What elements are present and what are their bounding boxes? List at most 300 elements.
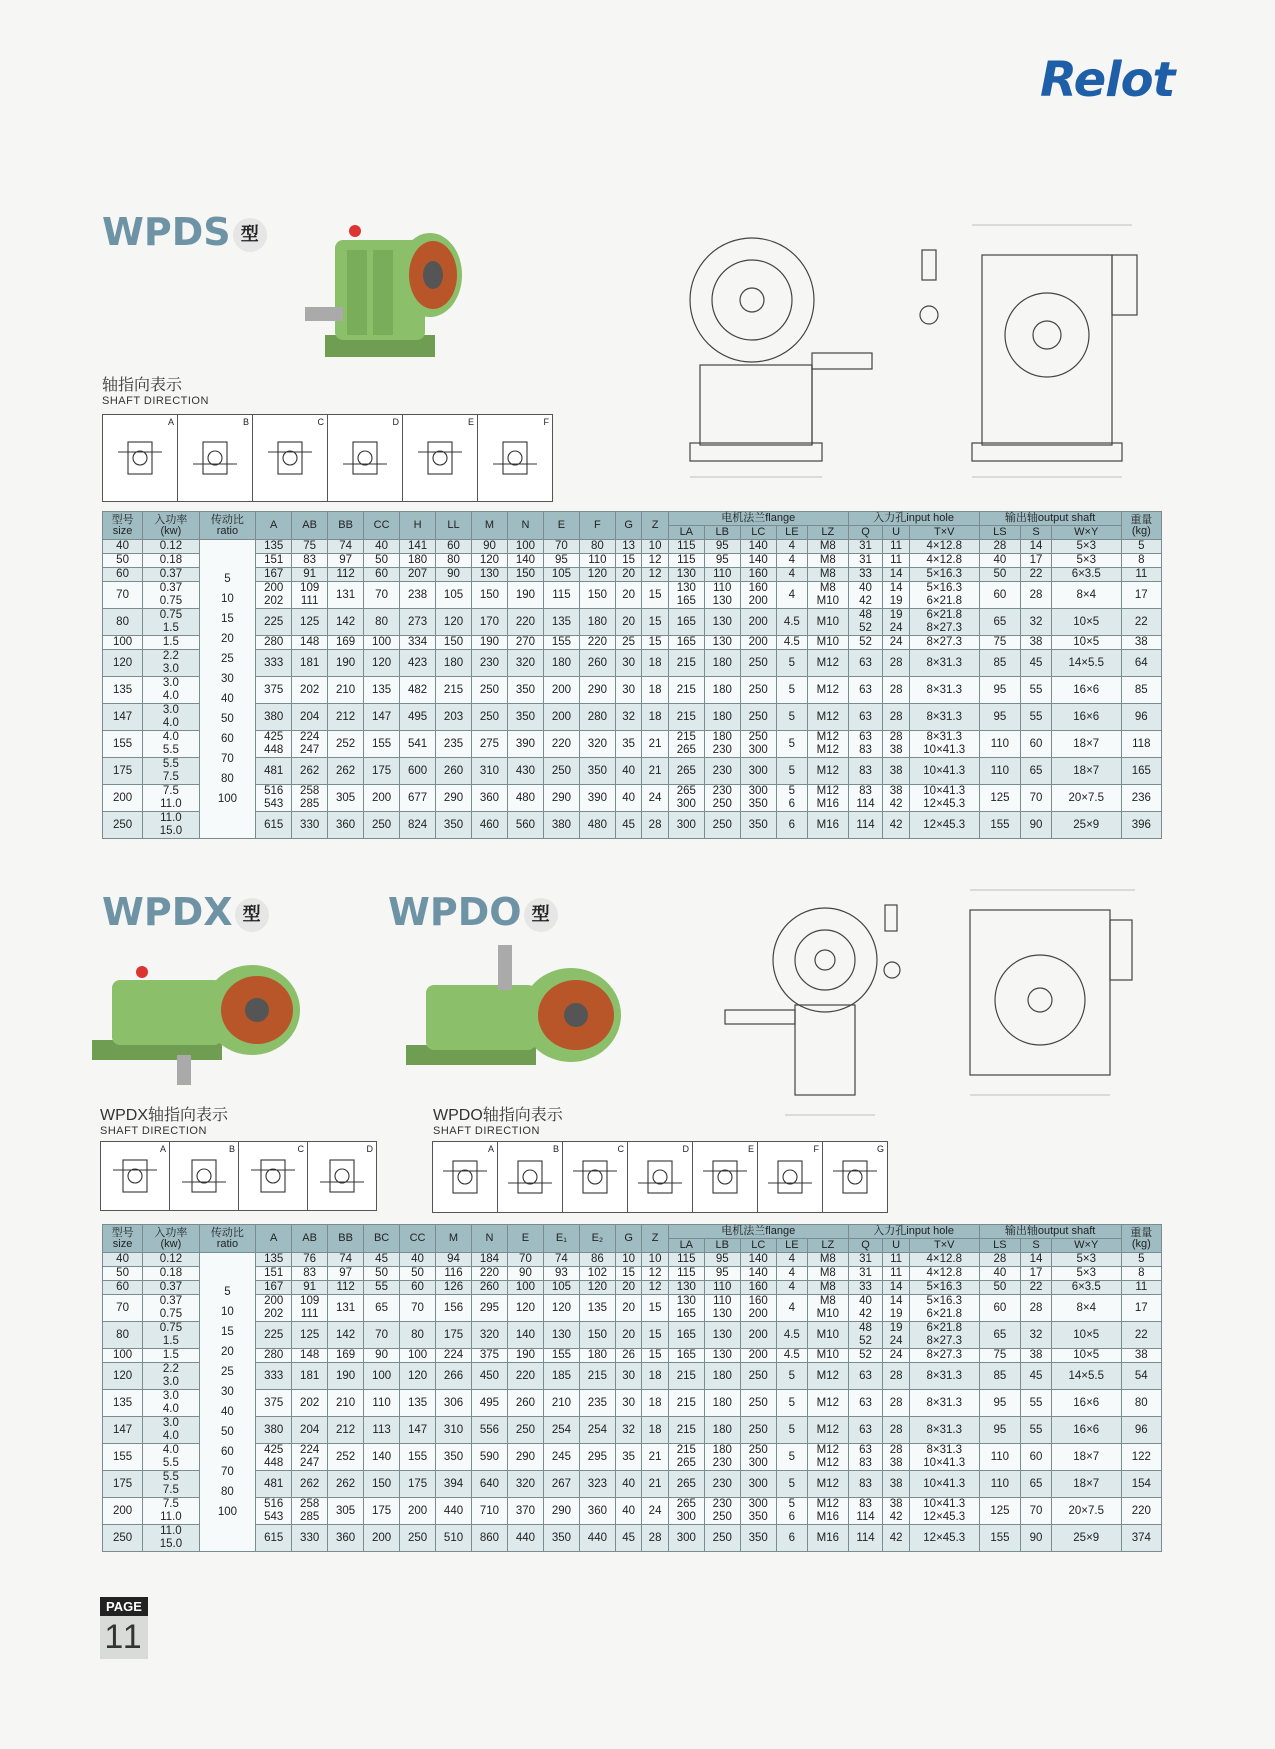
cell-s: 17	[1021, 1267, 1052, 1281]
header-subcol: S	[1021, 526, 1052, 540]
cell-u: 24	[883, 636, 909, 650]
cell-dim: 860	[472, 1525, 508, 1552]
cell-lz: M8	[807, 1267, 848, 1281]
cell-q: 114	[848, 1525, 883, 1552]
cell-dim: 40	[615, 1498, 641, 1525]
direction-letter: A	[167, 417, 174, 427]
header-input-hole: 入力孔input hole	[848, 1225, 979, 1239]
cell-size: 120	[103, 650, 143, 677]
cell-dim: 181	[292, 1363, 328, 1390]
cell-power: 5.5 7.5	[143, 1471, 200, 1498]
shaft-direction-C	[253, 415, 328, 501]
header-subcol: U	[883, 1239, 909, 1253]
cell-le: 6	[776, 1525, 807, 1552]
cell-q: 83 114	[848, 1498, 883, 1525]
cell-u: 42	[883, 1525, 909, 1552]
cell-dim: 21	[642, 731, 668, 758]
cell-q: 31	[848, 540, 883, 554]
cell-dim: 112	[328, 1281, 364, 1295]
cell-ls: 110	[979, 731, 1021, 758]
header-dim: M	[472, 512, 508, 540]
cell-s: 55	[1021, 677, 1052, 704]
cell-ls: 60	[979, 1295, 1021, 1322]
cell-power: 11.0 15.0	[143, 1525, 200, 1552]
cell-dim: 18	[642, 704, 668, 731]
cell-dim: 541	[400, 731, 436, 758]
cell-u: 38 42	[883, 1498, 909, 1525]
cell-dim: 142	[328, 1322, 364, 1349]
cell-tv: 6×21.8 8×27.3	[909, 1322, 979, 1349]
cell-dim: 333	[256, 650, 292, 677]
header-dim: M	[436, 1225, 472, 1253]
cell-dim: 360	[472, 785, 508, 812]
cell-dim: 91	[292, 1281, 328, 1295]
cell-dim: 710	[472, 1498, 508, 1525]
cell-power: 0.37	[143, 568, 200, 582]
direction-letter: C	[317, 417, 324, 427]
cell-s: 17	[1021, 554, 1052, 568]
header-subcol: U	[883, 526, 909, 540]
cell-flange: 115	[668, 540, 704, 554]
cell-dim: 135	[364, 677, 400, 704]
cell-s: 60	[1021, 1444, 1052, 1471]
table-row	[103, 1281, 1162, 1295]
cell-flange: 250	[740, 1417, 776, 1444]
cell-dim: 185	[543, 1363, 579, 1390]
cell-size: 155	[103, 1444, 143, 1471]
cell-le: 4	[776, 582, 807, 609]
cell-dim: 75	[292, 540, 328, 554]
shaft-direction-D	[308, 1142, 376, 1210]
cell-dim: 100	[364, 636, 400, 650]
cell-dim: 290	[507, 1444, 543, 1471]
header-subcol: LC	[740, 1239, 776, 1253]
cell-power: 1.5	[143, 636, 200, 650]
cell-ls: 75	[979, 636, 1021, 650]
cell-tv: 8×27.3	[909, 1349, 979, 1363]
wpds-title-text: WPDS	[102, 210, 231, 254]
wpdo-title	[388, 890, 558, 934]
cell-dim: 204	[292, 1417, 328, 1444]
page-label: PAGE	[100, 1597, 148, 1616]
header-subcol: LZ	[807, 526, 848, 540]
cell-dim: 20	[615, 1281, 641, 1295]
cell-dim: 80	[436, 554, 472, 568]
cell-dim: 175	[364, 1498, 400, 1525]
shaft-direction-C	[563, 1142, 628, 1212]
shaft-direction-G	[823, 1142, 887, 1212]
cell-flange: 140	[740, 540, 776, 554]
cell-flange: 215	[668, 1390, 704, 1417]
cell-power: 0.37	[143, 1281, 200, 1295]
cell-dim: 100	[400, 1349, 436, 1363]
cell-dim: 83	[292, 1267, 328, 1281]
cell-s: 14	[1021, 1253, 1052, 1267]
cell-flange: 130	[668, 568, 704, 582]
cell-u: 28 38	[883, 1444, 909, 1471]
cell-tv: 5×16.3 6×21.8	[909, 1295, 979, 1322]
cell-dim: 10	[642, 540, 668, 554]
cell-dim: 460	[472, 812, 508, 839]
header-dim: BB	[328, 512, 364, 540]
cell-ls: 95	[979, 704, 1021, 731]
cell-weight: 8	[1121, 1267, 1161, 1281]
cell-dim: 495	[400, 704, 436, 731]
wpdo-gearbox-photo	[406, 945, 636, 1090]
cell-flange: 250 300	[740, 731, 776, 758]
cell-dim: 140	[507, 1322, 543, 1349]
cell-tv: 6×21.8 8×27.3	[909, 609, 979, 636]
cell-lz: M8	[807, 1253, 848, 1267]
cell-power: 3.0 4.0	[143, 677, 200, 704]
cell-dim: 450	[472, 1363, 508, 1390]
cell-dim: 131	[328, 582, 364, 609]
cell-dim: 175	[364, 758, 400, 785]
direction-letter: D	[366, 1144, 373, 1154]
cell-u: 11	[883, 1253, 909, 1267]
cell-flange: 215 265	[668, 731, 704, 758]
cell-le: 5	[776, 704, 807, 731]
cell-dim: 440	[579, 1525, 615, 1552]
cell-q: 52	[848, 1349, 883, 1363]
cell-lz: M12	[807, 1417, 848, 1444]
cell-flange: 95	[704, 554, 740, 568]
cell-dim: 135	[400, 1390, 436, 1417]
cell-dim: 116	[436, 1267, 472, 1281]
cell-lz: M12 M12	[807, 1444, 848, 1471]
cell-flange: 350	[740, 812, 776, 839]
header-size: 型号 size	[103, 512, 143, 540]
header-dim: BC	[364, 1225, 400, 1253]
cell-le: 5 6	[776, 785, 807, 812]
cell-dim: 74	[543, 1253, 579, 1267]
direction-letter: B	[552, 1144, 559, 1154]
cell-flange: 165	[668, 1349, 704, 1363]
cell-dim: 120	[543, 1295, 579, 1322]
cell-dim: 120	[400, 1363, 436, 1390]
cell-dim: 510	[436, 1525, 472, 1552]
cell-ls: 75	[979, 1349, 1021, 1363]
gearbox-outline-icon	[328, 415, 402, 501]
cell-dim: 180	[543, 650, 579, 677]
direction-letter: A	[487, 1144, 494, 1154]
cell-dim: 20	[615, 582, 641, 609]
cell-dim: 50	[364, 554, 400, 568]
direction-letter: D	[682, 1144, 689, 1154]
header-output-shaft: 输出轴output shaft	[979, 512, 1121, 526]
cell-wy: 5×3	[1051, 554, 1121, 568]
cell-flange: 300	[740, 758, 776, 785]
cell-dim: 215	[436, 677, 472, 704]
cell-wy: 16×6	[1051, 1390, 1121, 1417]
cell-flange: 180	[704, 650, 740, 677]
cell-lz: M12	[807, 704, 848, 731]
cell-weight: 396	[1121, 812, 1161, 839]
header-power: 入功率 (kw)	[143, 1225, 200, 1253]
cell-dim: 175	[400, 1471, 436, 1498]
shaft-direction-A	[433, 1142, 498, 1212]
table-row	[103, 704, 1162, 731]
cell-flange: 140	[740, 1253, 776, 1267]
cell-ls: 95	[979, 1390, 1021, 1417]
cell-flange: 130	[704, 636, 740, 650]
cell-dim: 273	[400, 609, 436, 636]
cell-dim: 109 111	[292, 1295, 328, 1322]
cell-dim: 224	[436, 1349, 472, 1363]
cell-s: 45	[1021, 650, 1052, 677]
cell-dim: 180	[400, 554, 436, 568]
cell-tv: 8×31.3	[909, 650, 979, 677]
table-row	[103, 1525, 1162, 1552]
header-dim: Z	[642, 512, 668, 540]
cell-dim: 115	[543, 582, 579, 609]
cell-dim: 93	[543, 1267, 579, 1281]
cell-le: 4.5	[776, 636, 807, 650]
cell-lz: M8	[807, 540, 848, 554]
cell-s: 45	[1021, 1363, 1052, 1390]
cell-dim: 440	[436, 1498, 472, 1525]
cell-flange: 265 300	[668, 1498, 704, 1525]
cell-flange: 250	[740, 1363, 776, 1390]
header-dim: CC	[400, 1225, 436, 1253]
header-dim: AB	[292, 512, 328, 540]
cell-flange: 250	[740, 650, 776, 677]
cell-dim: 290	[436, 785, 472, 812]
cell-dim: 615	[256, 812, 292, 839]
cell-u: 38 42	[883, 785, 909, 812]
cell-dim: 151	[256, 554, 292, 568]
cell-dim: 76	[292, 1253, 328, 1267]
cell-size: 50	[103, 1267, 143, 1281]
cell-dim: 615	[256, 1525, 292, 1552]
cell-wy: 10×5	[1051, 609, 1121, 636]
cell-dim: 390	[579, 785, 615, 812]
cell-weight: 96	[1121, 704, 1161, 731]
cell-dim: 306	[436, 1390, 472, 1417]
cell-lz: M8 M10	[807, 1295, 848, 1322]
cell-dim: 60	[400, 1281, 436, 1295]
cell-dim: 440	[507, 1525, 543, 1552]
shaft-direction-A	[101, 1142, 170, 1210]
shaft-direction-D	[328, 415, 403, 501]
cell-dim: 141	[400, 540, 436, 554]
header-subcol: LA	[668, 526, 704, 540]
cell-u: 14	[883, 1281, 909, 1295]
cell-dim: 370	[507, 1498, 543, 1525]
cell-dim: 204	[292, 704, 328, 731]
cell-size: 100	[103, 1349, 143, 1363]
caption-en: SHAFT DIRECTION	[433, 1125, 540, 1137]
cell-dim: 677	[400, 785, 436, 812]
cell-dim: 360	[328, 1525, 364, 1552]
shaft-direction-E	[693, 1142, 758, 1212]
cell-flange: 350	[740, 1525, 776, 1552]
cell-dim: 212	[328, 1417, 364, 1444]
cell-le: 5	[776, 1417, 807, 1444]
cell-flange: 115	[668, 554, 704, 568]
cell-dim: 425 448	[256, 731, 292, 758]
cell-ls: 50	[979, 568, 1021, 582]
cell-power: 0.18	[143, 1267, 200, 1281]
cell-dim: 50	[364, 1267, 400, 1281]
cell-u: 24	[883, 1349, 909, 1363]
cell-weight: 80	[1121, 1390, 1161, 1417]
header-ratio: 传动比 ratio	[199, 512, 256, 540]
cell-lz: M10	[807, 1322, 848, 1349]
header-subcol: T×V	[909, 526, 979, 540]
cell-flange: 250 300	[740, 1444, 776, 1471]
cell-weight: 154	[1121, 1471, 1161, 1498]
cell-tv: 8×31.3	[909, 1390, 979, 1417]
cell-dim: 295	[472, 1295, 508, 1322]
table-row	[103, 731, 1162, 758]
cell-dim: 481	[256, 1471, 292, 1498]
cell-tv: 5×16.3	[909, 568, 979, 582]
cell-flange: 160	[740, 568, 776, 582]
cell-dim: 320	[507, 650, 543, 677]
cell-dim: 258 285	[292, 785, 328, 812]
cell-dim: 20	[615, 609, 641, 636]
cell-ls: 40	[979, 554, 1021, 568]
cell-flange: 180	[704, 1390, 740, 1417]
cell-dim: 210	[543, 1390, 579, 1417]
cell-dim: 15	[642, 1349, 668, 1363]
gearbox-outline-icon	[178, 415, 252, 501]
cell-s: 14	[1021, 540, 1052, 554]
direction-letter: B	[242, 417, 249, 427]
table-row	[103, 785, 1162, 812]
cell-lz: M12 M12	[807, 731, 848, 758]
cell-dim: 105	[436, 582, 472, 609]
cell-dim: 10	[615, 1253, 641, 1267]
cell-dim: 210	[328, 1390, 364, 1417]
cell-ls: 110	[979, 758, 1021, 785]
cell-size: 60	[103, 1281, 143, 1295]
cell-power: 11.0 15.0	[143, 812, 200, 839]
cell-dim: 150	[579, 1322, 615, 1349]
cell-power: 5.5 7.5	[143, 758, 200, 785]
cell-weight: 220	[1121, 1498, 1161, 1525]
cell-dim: 305	[328, 785, 364, 812]
header-subcol: LS	[979, 526, 1021, 540]
cell-dim: 275	[472, 731, 508, 758]
cell-dim: 350	[507, 704, 543, 731]
cell-flange: 180	[704, 1417, 740, 1444]
cell-power: 7.5 11.0	[143, 785, 200, 812]
cell-dim: 25	[615, 636, 641, 650]
shaft-direction-D	[628, 1142, 693, 1212]
cell-dim: 21	[642, 758, 668, 785]
cell-dim: 151	[256, 1267, 292, 1281]
cell-s: 22	[1021, 568, 1052, 582]
header-input-hole: 入力孔input hole	[848, 512, 979, 526]
cell-dim: 83	[292, 554, 328, 568]
cell-dim: 556	[472, 1417, 508, 1444]
cell-tv: 8×31.3	[909, 677, 979, 704]
cell-dim: 350	[507, 677, 543, 704]
cell-wy: 16×6	[1051, 677, 1121, 704]
wpds-shaft-direction-caption	[102, 372, 209, 407]
cell-wy: 18×7	[1051, 758, 1121, 785]
table-row	[103, 636, 1162, 650]
cell-dim: 252	[328, 1444, 364, 1471]
cell-flange: 200	[740, 636, 776, 650]
caption-cn: WPDX轴指向表示	[100, 1107, 229, 1124]
cell-dim: 260	[579, 650, 615, 677]
cell-wy: 5×3	[1051, 1253, 1121, 1267]
cell-s: 70	[1021, 785, 1052, 812]
cell-ls: 125	[979, 785, 1021, 812]
cell-dim: 32	[615, 1417, 641, 1444]
cell-dim: 105	[543, 568, 579, 582]
cell-dim: 266	[436, 1363, 472, 1390]
cell-dim: 200 202	[256, 1295, 292, 1322]
cell-dim: 220	[579, 636, 615, 650]
table-row	[103, 677, 1162, 704]
cell-dim: 90	[364, 1349, 400, 1363]
cell-lz: M16	[807, 812, 848, 839]
cell-s: 90	[1021, 812, 1052, 839]
cell-dim: 423	[400, 650, 436, 677]
cell-weight: 38	[1121, 636, 1161, 650]
cell-flange: 165	[668, 609, 704, 636]
cell-flange: 265	[668, 758, 704, 785]
cell-flange: 130	[704, 1322, 740, 1349]
cell-ls: 155	[979, 812, 1021, 839]
cell-tv: 10×41.3	[909, 1471, 979, 1498]
cell-dim: 202	[292, 1390, 328, 1417]
cell-dim: 180	[579, 609, 615, 636]
header-dim: G	[615, 1225, 641, 1253]
table-row	[103, 609, 1162, 636]
cell-dim: 155	[364, 731, 400, 758]
cell-dim: 155	[400, 1444, 436, 1471]
cell-dim: 80	[579, 540, 615, 554]
cell-dim: 175	[436, 1322, 472, 1349]
cell-size: 175	[103, 1471, 143, 1498]
cell-lz: M12	[807, 1363, 848, 1390]
cell-dim: 375	[256, 1390, 292, 1417]
cell-dim: 220	[472, 1267, 508, 1281]
cell-dim: 18	[642, 650, 668, 677]
cell-dim: 200	[400, 1498, 436, 1525]
cell-dim: 26	[615, 1349, 641, 1363]
cell-dim: 97	[328, 1267, 364, 1281]
cell-u: 19 24	[883, 609, 909, 636]
cell-dim: 12	[642, 568, 668, 582]
header-dim: LL	[436, 512, 472, 540]
cell-u: 28	[883, 1417, 909, 1444]
cell-u: 28	[883, 1390, 909, 1417]
cell-lz: M16	[807, 1525, 848, 1552]
cell-dim: 190	[507, 1349, 543, 1363]
cell-dim: 600	[400, 758, 436, 785]
cell-dim: 516 543	[256, 1498, 292, 1525]
cell-weight: 96	[1121, 1417, 1161, 1444]
cell-dim: 70	[400, 1295, 436, 1322]
cell-size: 200	[103, 1498, 143, 1525]
page-number: 11	[100, 1616, 148, 1659]
cell-dim: 320	[579, 731, 615, 758]
cell-dim: 200	[364, 1525, 400, 1552]
cell-dim: 86	[579, 1253, 615, 1267]
cell-dim: 18	[642, 1363, 668, 1390]
cell-dim: 350	[436, 812, 472, 839]
cell-dim: 120	[507, 1295, 543, 1322]
cell-size: 200	[103, 785, 143, 812]
cell-q: 40 42	[848, 1295, 883, 1322]
cell-dim: 480	[507, 785, 543, 812]
